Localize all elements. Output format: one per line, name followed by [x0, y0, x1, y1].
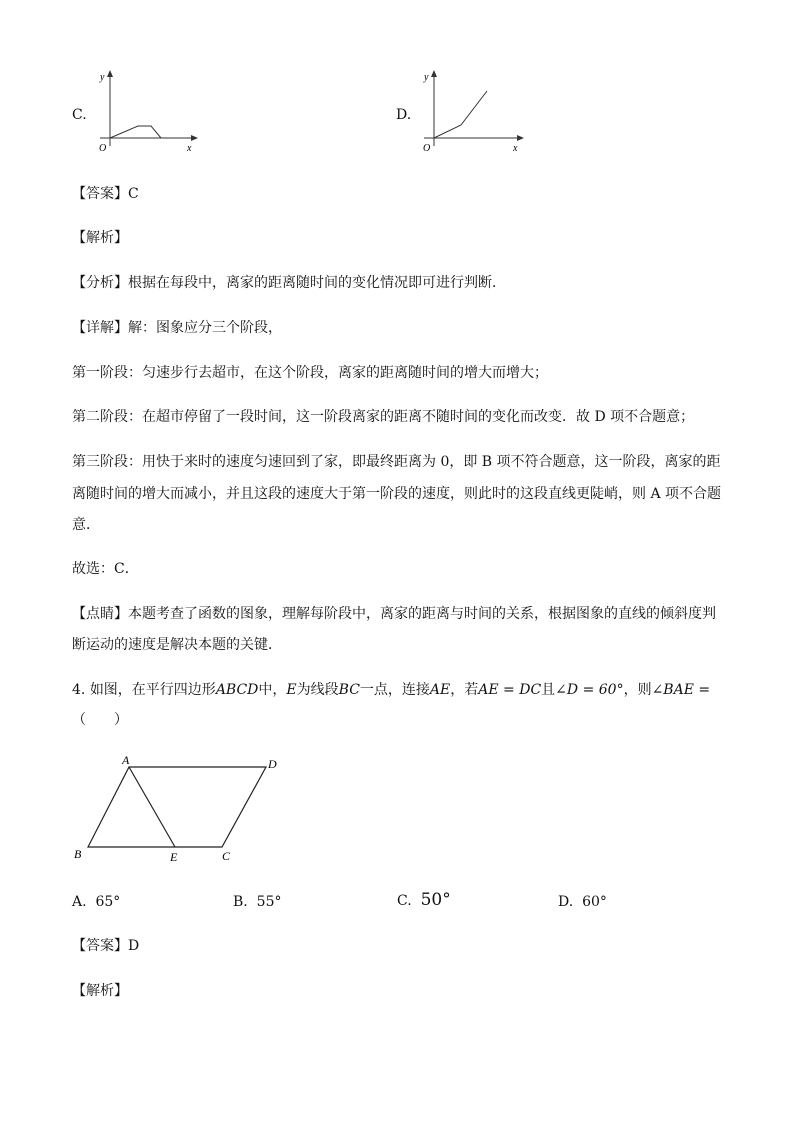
parallelogram-abcd: [88, 767, 266, 847]
q4-option-b: [233, 892, 281, 912]
option-label: D.: [558, 894, 574, 910]
q3-stage1: 第一阶段：匀速步行去超市，在这个阶段，离家的距离随时间的增大而增大；: [72, 365, 548, 381]
q3-analysis-heading: 【解析】: [72, 230, 128, 246]
q4-text: 如图，在平行四边形: [89, 682, 216, 698]
q4-abcd: ABCD: [215, 682, 259, 698]
option-value: 50°: [420, 890, 451, 910]
option-d-graph: [416, 66, 528, 154]
x-axis-arrow: [191, 135, 198, 141]
q3-stage3-line2: 离随时间的增大而减小，并且这段的速度大于第一阶段的速度，则此时的这段直线更陡峭，则 A 项不合题: [72, 486, 722, 502]
q4-number: 4.: [72, 682, 86, 698]
q4-bc: BC: [338, 682, 360, 698]
y-label: y: [424, 72, 429, 83]
q3-detail-intro: 【详解】解：图象应分三个阶段，: [72, 320, 282, 336]
y-axis-arrow: [107, 70, 113, 77]
parallelogram-figure: [70, 750, 290, 870]
q4-option-a: [72, 892, 120, 912]
q4-answer: 【答案】D: [72, 938, 140, 954]
q4-text: 为线段: [296, 682, 339, 698]
q3-dianjing-line2: 断运动的速度是解决本题的关键．: [72, 637, 282, 653]
x-label: x: [513, 143, 518, 154]
q4-option-c: [397, 890, 451, 911]
q3-stage2: 第二阶段：在超市停留了一段时间，这一阶段离家的距离不随时间的变化而改变．故 D 项不合题意；: [72, 409, 695, 425]
option-label: A.: [72, 894, 87, 910]
q4-text: 中，: [258, 682, 287, 698]
y-label: y: [100, 72, 105, 83]
vertex-c-label: C: [222, 849, 231, 863]
option-value: 55°: [256, 894, 282, 910]
origin-label: O: [423, 143, 431, 154]
option-value: 60°: [582, 894, 607, 910]
graph-curve: [434, 91, 487, 138]
q4-option-d: [558, 892, 607, 912]
vertex-d-label: D: [268, 757, 277, 771]
option-c-label: C.: [72, 107, 87, 123]
q4-blank: （ ）: [72, 712, 128, 728]
q4-ae: AE: [429, 682, 451, 698]
q3-stage3-line3: 意．: [72, 517, 100, 533]
y-axis-arrow: [431, 70, 437, 77]
q4-text: 且: [541, 682, 556, 698]
q4-text: ，若: [450, 682, 479, 698]
q4-eq3: ∠BAE =: [651, 682, 711, 698]
origin-label: O: [99, 143, 107, 154]
option-label: B.: [233, 894, 248, 910]
q4-point-e: E: [286, 682, 297, 698]
vertex-b-label: B: [74, 847, 82, 861]
option-c-graph: [92, 66, 202, 154]
q3-stage3-line1: 第三阶段：用快于来时的速度匀速回到了家，即最终距离为 0，即 B 项不符合题意，这一阶段，离家的距: [72, 454, 721, 470]
vertex-a-label: A: [122, 753, 130, 767]
option-label: C.: [397, 893, 412, 909]
q3-answer: 【答案】C: [72, 186, 139, 202]
q3-fenxi: 【分析】根据在每段中，离家的距离随时间的变化情况即可进行判断．: [72, 275, 506, 291]
q4-text: ，则: [623, 682, 652, 698]
q3-dianjing-line1: 【点睛】本题考查了函数的图象，理解每阶段中，离家的距离与时间的关系，根据图象的直线的倾斜度判: [72, 606, 716, 622]
q4-analysis-heading: 【解析】: [72, 983, 128, 999]
point-e-label: E: [170, 850, 178, 864]
q4-eq1: AE = DC: [478, 682, 542, 698]
q4-stem-line1: [72, 680, 710, 700]
x-axis-arrow: [517, 135, 524, 141]
segment-ae: [129, 767, 175, 847]
q4-text: 一点，连接: [359, 682, 430, 698]
x-label: x: [187, 143, 192, 154]
option-d-label: D.: [396, 107, 412, 123]
option-value: 65°: [95, 894, 121, 910]
graph-curve: [110, 126, 161, 138]
q3-choice: 故选：C．: [72, 561, 139, 577]
q4-eq2: ∠D = 60°: [555, 682, 624, 698]
